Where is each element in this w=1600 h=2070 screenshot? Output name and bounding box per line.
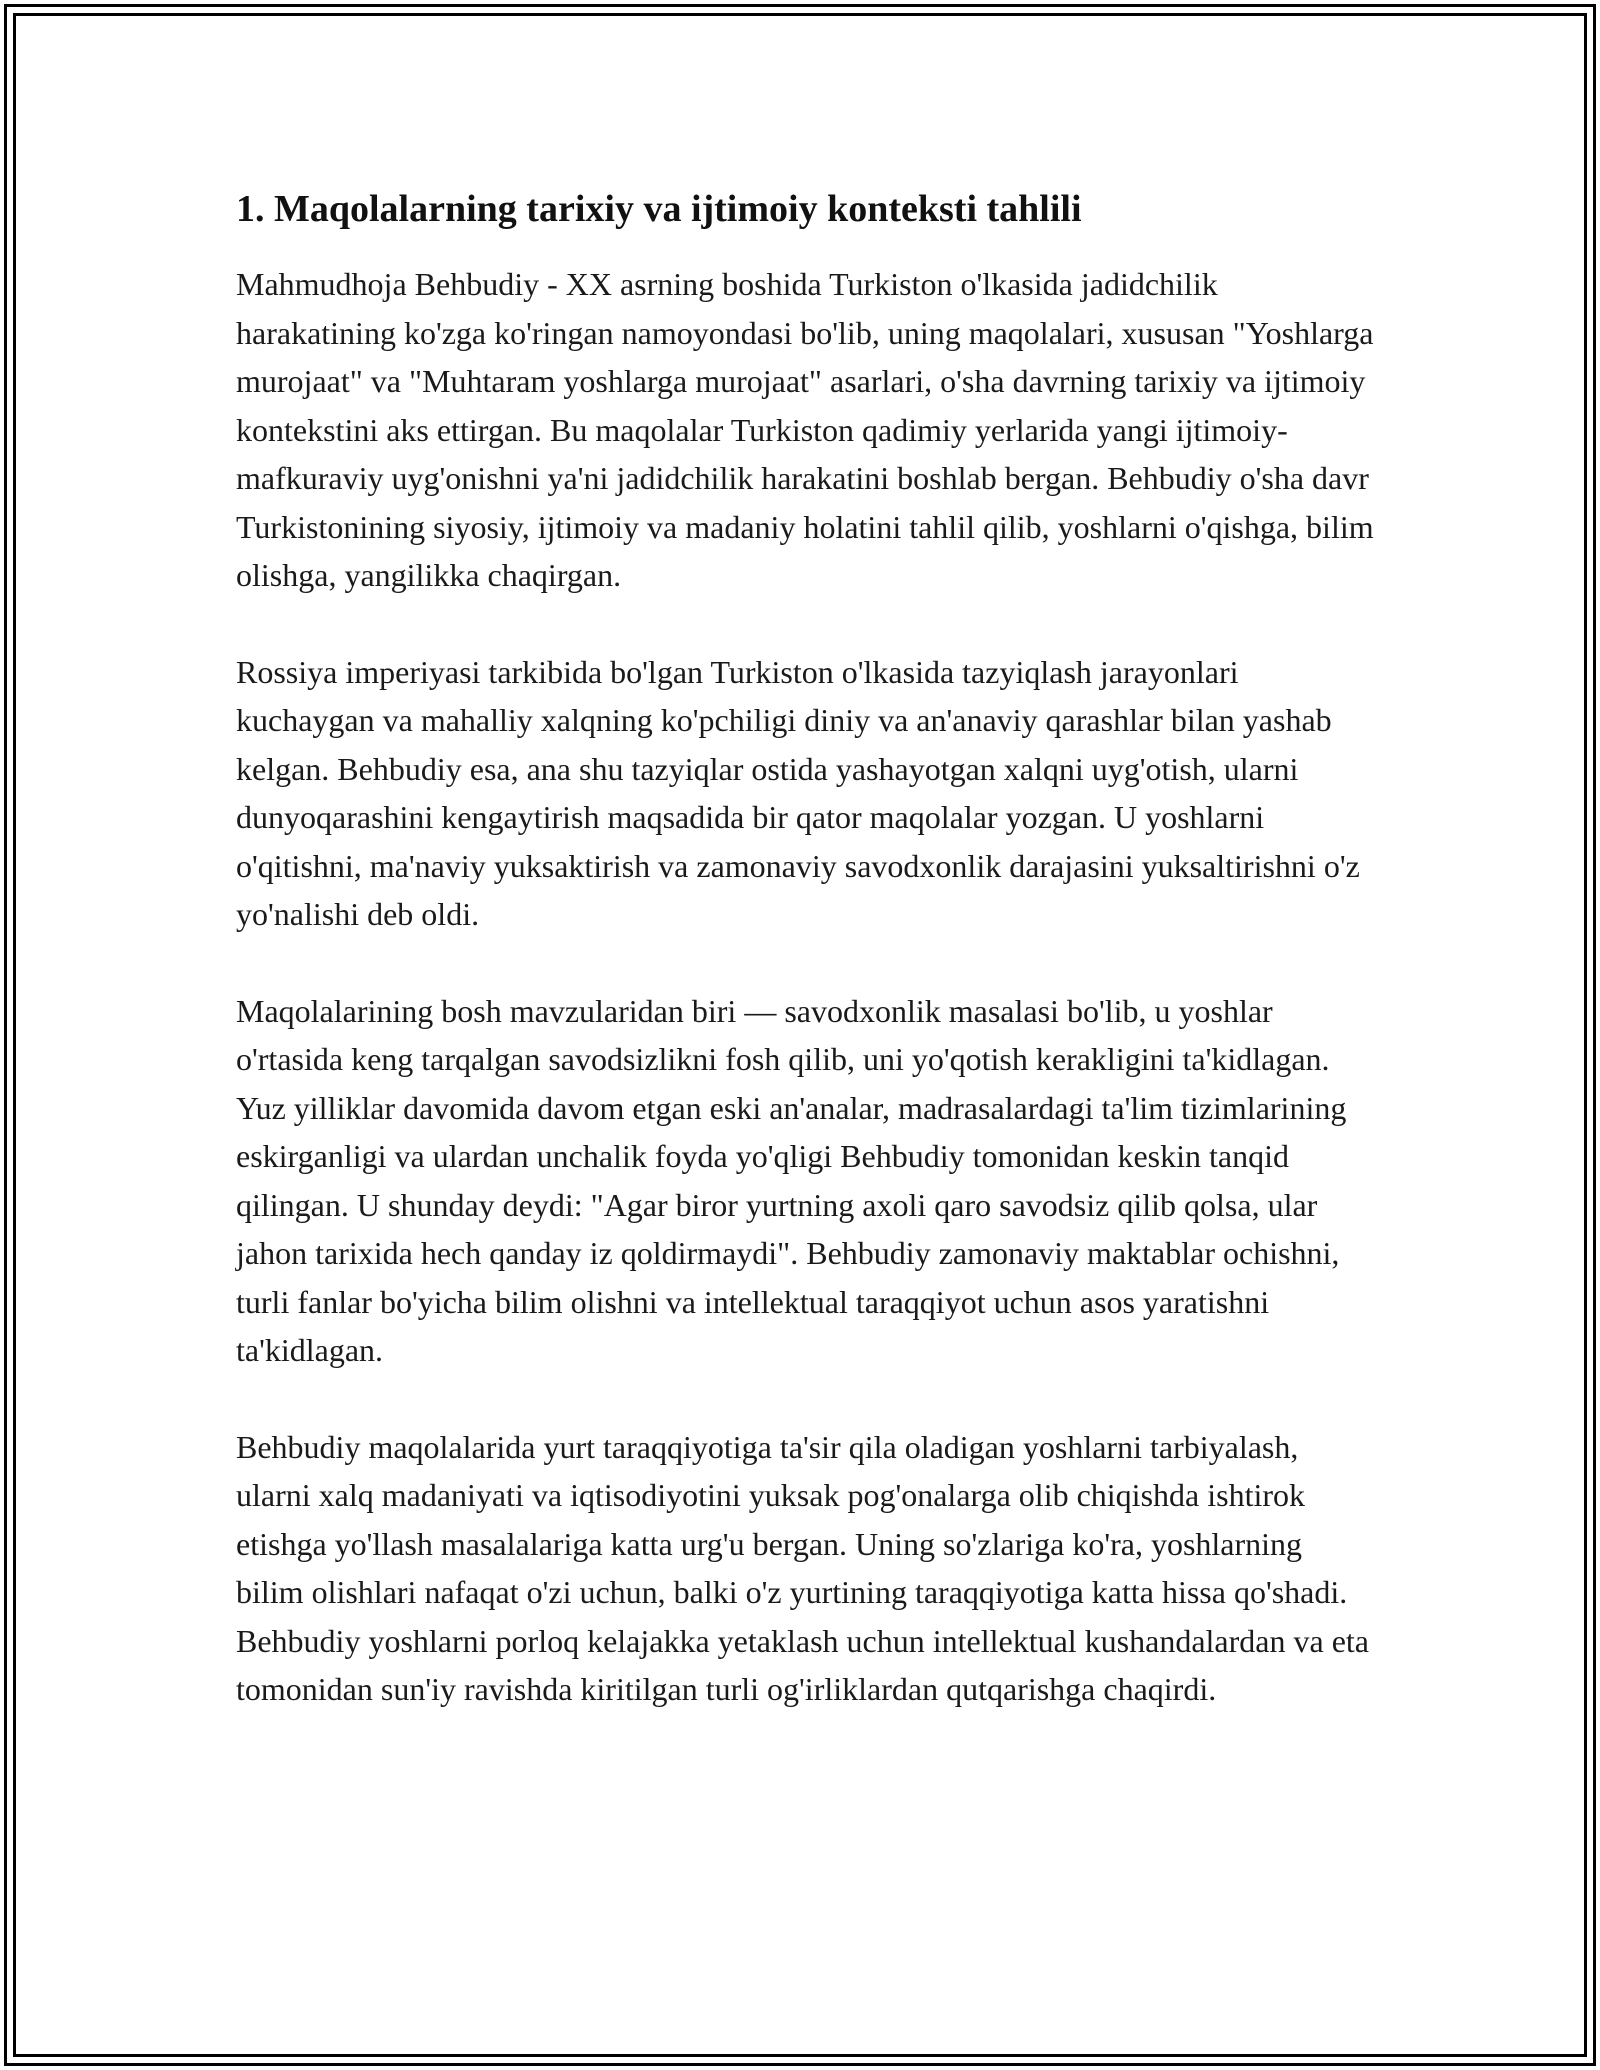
paragraph-4: Behbudiy maqolalarida yurt taraqqiyotiga ta'sir qila oladigan yoshlarni tarbiyalash, ularni xalq madaniyati va iqtisodiyotini yuksak pog'onalarga olib chiqishda ishtirok etishga yo'llash masalalariga katta urg'u bergan. Uning so'zlariga ko'ra, yoshlarning bilim olishlari nafaqat o'zi uchun, balki o'z yurtining taraqqiyotiga katta hissa qo'shadi. Behbudiy yoshlarni porloq kelajakka yetaklash uchun intellektual kushandalardan va eta tomonidan sun'iy ravishda kiritilgan turli og'irliklardan qutqarishga chaqirdi. (236, 1428, 1369, 1707)
paragraph-3: Maqolalarining bosh mavzularidan biri — savodxonlik masalasi bo'lib, u yoshlar o'rtasida keng tarqalgan savodsizlikni fosh qilib, uni yo'qotish kerakligini ta'kidlagan. Yuz yilliklar davomida davom etgan eski an'analar, madrasalardagi ta'lim tizimlarining eskirganligi va ulardan unchalik foyda yo'qligi Behbudiy tomonidan keskin tanqid qilingan. U shunday deydi: "Agar biror yurtning axoli qaro savodsiz qilib qolsa, ular jahon tarixida hech qanday iz qoldirmaydi". Behbudiy zamonaviy maktablar ochishni, turli fanlar bo'yicha bilim olishni va intellektual taraqqiyot uchun asos yaratishni ta'kidlagan. (236, 992, 1347, 1368)
paragraph-1: Mahmudhoja Behbudiy - XX asrning boshida Turkiston o'lkasida jadidchilik harakatining ko'zga ko'ringan namoyondasi bo'lib, uning maqolalari, xususan "Yoshlarga murojaat" va "Muhtaram yoshlarga murojaat" asarlari, o'sha davrning tarixiy va ijtimoiy kontekstini aks ettirgan. Bu maqolalar Turkiston qadimiy yerlarida yangi ijtimoiy-mafkuraviy uyg'onishni ya'ni jadidchilik harakatini boshlab bergan. Behbudiy o'sha davr Turkistonining siyosiy, ijtimoiy va madaniy holatini tahlil qilib, yoshlarni o'qishga, bilim olishga, yangilikka chaqirgan. (236, 266, 1374, 593)
document-body (236, 184, 1376, 1762)
paragraph-2: Rossiya imperiyasi tarkibida bo'lgan Turkiston o'lkasida tazyiqlash jarayonlari kuchaygan va mahalliy xalqning ko'pchiligi diniy va an'anaviy qarashlar bilan yashab kelgan. Behbudiy esa, ana shu tazyiqlar ostida yashayotgan xalqni uyg'otish, ularni dunyoqarashini kengaytirish maqsadida bir qator maqolalar yozgan. U yoshlarni o'qitishni, ma'naviy yuksaktirish va zamonaviy savodxonlik darajasini yuksaltirishni o'z yo'nalishi deb oldi. (236, 653, 1360, 932)
section-heading: 1. Maqolalarning tarixiy va ijtimoiy konteksti tahlili (236, 188, 1082, 230)
